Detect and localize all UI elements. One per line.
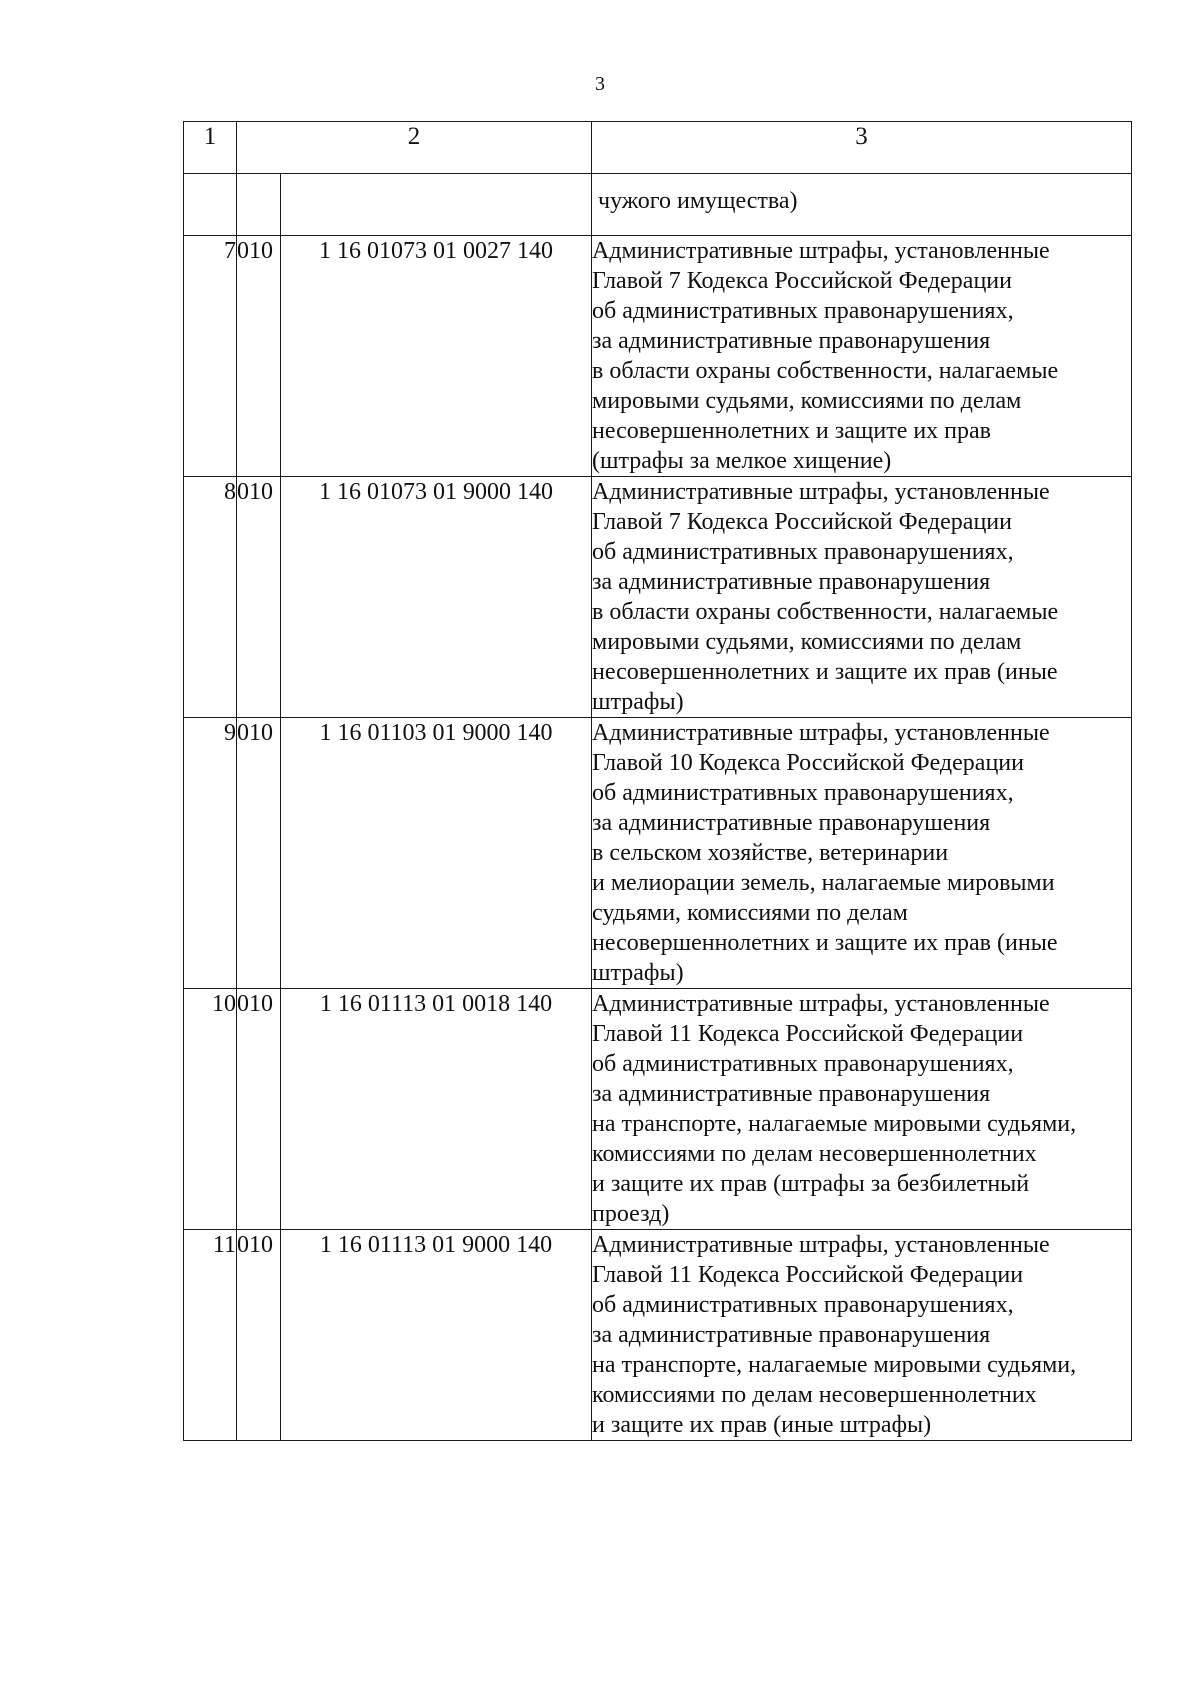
description-line: комиссиями по делам несовершеннолетних — [592, 1141, 1037, 1167]
admin-code: 010 — [237, 718, 281, 989]
budget-classification-code: 1 16 01113 01 9000 140 — [281, 1230, 592, 1441]
description-line: за административные правонарушения — [592, 810, 991, 836]
description-line: (штрафы за мелкое хищение) — [592, 448, 892, 474]
continuation-code-cell — [281, 174, 592, 236]
description-line: несовершеннолетних и защите их прав (иные — [592, 930, 1058, 956]
row-number: 9 — [184, 718, 237, 989]
description-line: Административные штрафы, установленные — [592, 238, 1050, 264]
description-line: за административные правонарушения — [592, 328, 991, 354]
fee-description — [592, 718, 1132, 989]
fee-description — [592, 477, 1132, 718]
description-line: Главой 11 Кодекса Российской Федерации — [592, 1262, 1024, 1288]
budget-classification-code: 1 16 01073 01 9000 140 — [281, 477, 592, 718]
description-line: об административных правонарушениях, — [592, 1292, 1014, 1318]
description-line: несовершеннолетних и защите их прав (иные — [592, 659, 1058, 685]
table-row — [184, 718, 1132, 989]
description-line: и защите их прав (иные штрафы) — [592, 1412, 932, 1438]
description-line: штрафы) — [592, 689, 684, 715]
header-cell-2: 2 — [237, 122, 592, 174]
description-line: мировыми судьями, комиссиями по делам — [592, 629, 1022, 655]
description-line: на транспорте, налагаемые мировыми судьями, — [592, 1111, 1077, 1137]
description-line: в сельском хозяйстве, ветеринарии — [592, 840, 949, 866]
row-number: 11 — [184, 1230, 237, 1441]
row-number: 10 — [184, 989, 237, 1230]
description-line: об административных правонарушениях, — [592, 298, 1014, 324]
description-line: Главой 7 Кодекса Российской Федерации — [592, 509, 1012, 535]
table-row — [184, 477, 1132, 718]
description-line: за административные правонарушения — [592, 1322, 991, 1348]
description-line: на транспорте, налагаемые мировыми судьями, — [592, 1352, 1077, 1378]
admin-code: 010 — [237, 1230, 281, 1441]
header-cell-1: 1 — [184, 122, 237, 174]
description-line: в области охраны собственности, налагаемые — [592, 358, 1059, 384]
continuation-description: чужого имущества) — [592, 174, 1132, 236]
fees-table — [183, 121, 1132, 1441]
description-line: Административные штрафы, установленные — [592, 1232, 1050, 1258]
budget-classification-code: 1 16 01103 01 9000 140 — [281, 718, 592, 989]
admin-code: 010 — [237, 477, 281, 718]
row-number: 7 — [184, 236, 237, 477]
continuation-num-cell — [184, 174, 237, 236]
description-line: штрафы) — [592, 960, 684, 986]
description-line: проезд) — [592, 1201, 670, 1227]
table-header-row — [184, 122, 1132, 174]
description-line: и мелиорации земель, налагаемые мировыми — [592, 870, 1055, 896]
description-line: Административные штрафы, установленные — [592, 991, 1050, 1017]
description-line: несовершеннолетних и защите их прав — [592, 418, 992, 444]
description-line: Главой 10 Кодекса Российской Федерации — [592, 750, 1024, 776]
admin-code: 010 — [237, 236, 281, 477]
header-cell-3: 3 — [592, 122, 1132, 174]
description-line: Главой 7 Кодекса Российской Федерации — [592, 268, 1012, 294]
fee-description — [592, 236, 1132, 477]
description-line: за административные правонарушения — [592, 569, 991, 595]
description-line: мировыми судьями, комиссиями по делам — [592, 388, 1022, 414]
page-number: 3 — [595, 73, 605, 95]
row-number: 8 — [184, 477, 237, 718]
fee-description — [592, 1230, 1132, 1441]
continuation-row — [184, 174, 1132, 236]
fee-description — [592, 989, 1132, 1230]
description-line: комиссиями по делам несовершеннолетних — [592, 1382, 1037, 1408]
continuation-admin-cell — [237, 174, 281, 236]
budget-classification-code: 1 16 01113 01 0018 140 — [281, 989, 592, 1230]
table-row — [184, 989, 1132, 1230]
description-line: за административные правонарушения — [592, 1081, 991, 1107]
admin-code: 010 — [237, 989, 281, 1230]
description-line: об административных правонарушениях, — [592, 539, 1014, 565]
table-row — [184, 1230, 1132, 1441]
description-line: Административные штрафы, установленные — [592, 720, 1050, 746]
budget-classification-code: 1 16 01073 01 0027 140 — [281, 236, 592, 477]
description-line: Главой 11 Кодекса Российской Федерации — [592, 1021, 1024, 1047]
description-line: судьями, комиссиями по делам — [592, 900, 908, 926]
description-line: в области охраны собственности, налагаемые — [592, 599, 1059, 625]
description-line: Административные штрафы, установленные — [592, 479, 1050, 505]
table-row — [184, 236, 1132, 477]
description-line: и защите их прав (штрафы за безбилетный — [592, 1171, 1030, 1197]
description-line: об административных правонарушениях, — [592, 1051, 1014, 1077]
description-line: об административных правонарушениях, — [592, 780, 1014, 806]
